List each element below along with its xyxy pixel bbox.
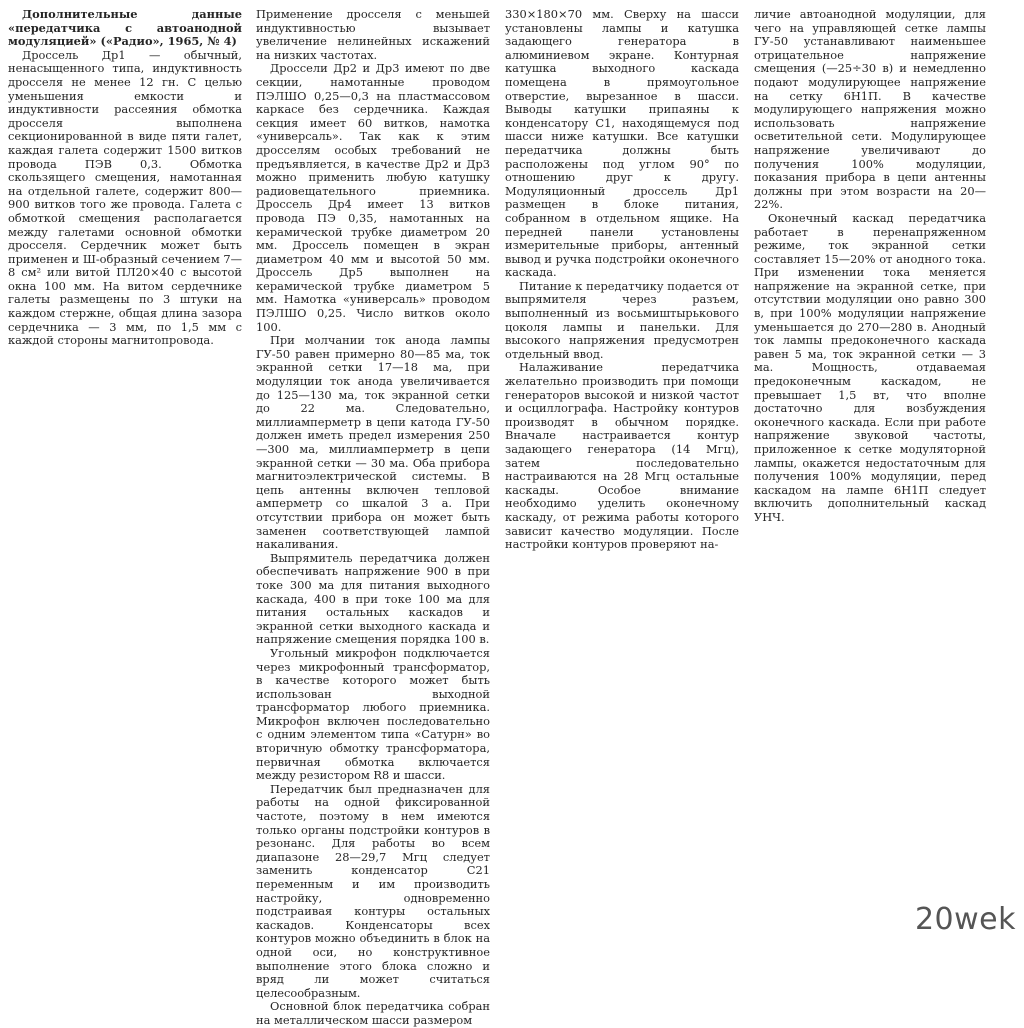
paragraph: Основной блок передатчика собран на металлическом шасси размером [256, 999, 490, 1027]
paragraph: Оконечный каскад передатчика работает в перенапряженном режиме, ток экранной сетки составляет 15—20% от анодного тока. При изменении тока меняется напряжение на экранной сетке, при отсутствии модуляции оно равно 300 в, при 100% модуляции напряжение уменьшается до 270—280 в. Анодный ток лампы предоконечного каскада равен 5 ма, ток экранной сетки — 3 ма. Мощность, отдаваемая предоконечным каскадом, не превышает 1,5 вт, что вполне достаточно для возбуждения оконечного каскада. Если при работе напряжение звуковой частоты, приложенное к сетке модуляторной лампы, окажется недостаточным для получения 100% модуляции, перед каскадом на лампе 6Н1П следует включить дополнительный каскад УНЧ. [754, 210, 986, 524]
paragraph: Дроссель Др1 — обычный, ненасыщенного типа, индуктивность дросселя не менее 12 гн. С целью уменьшения емкости и индуктивности рассеяния обмотка дросселя выполнена секционированной в виде пяти галет, каждая галета содержит 1500 витков провода ПЭВ 0,3. Обмотка скользящего смещения, намотанная на отдельной галете, содержит 800—900 витков того же провода. Галета с обмоткой смещения располагается между галетами основной обмотки дросселя. Сердечник может быть применен и Ш-образный сечением 7—8 см² или витой ПЛ20×40 с высотой окна 100 мм. На витом сердечнике галеты размещены по 3 штуки на каждом стержне, общая длина зазора сердечника — 3 мм, по 1,5 мм с каждой стороны магнитопровода. [8, 47, 242, 348]
paragraph: Применение дросселя с меньшей индуктивностью вызывает увеличение нелинейных искажений на низких частотах. [256, 7, 490, 62]
paragraph: Выпрямитель передатчика должен обеспечивать напряжение 900 в при токе 300 ма для питания выходного каскада, 400 в при токе 100 ма для питания остальных каскадов и экранной сетки выходного каскада и напряжение смещения порядка 100 в. [256, 550, 490, 647]
paragraph: личие автоанодной модуляции, для чего на управляющей сетке лампы ГУ-50 устанавливают наименьшее отрицательное напряжение смещения (—25÷30 в) и немедленно подают модулирующее напряжение на сетку 6Н1П. В качестве модулирующего напряжения можно использовать напряжение осветительной сети. Модулирующее напряжение увеличивают до получения 100% модуляции, показания прибора в цепи антенны должны при этом возрасти на 20—22%. [754, 7, 986, 212]
paragraph: Угольный микрофон подключается через микрофонный трансформатор, в качестве которого может быть использован выходной трансформатор любого приемника. Микрофон включен последовательно с одним элементом типа «Сатурн» во вторичную обмотку трансформатора, первичная обмотка включается между резистором R8 и шасси. [256, 645, 490, 783]
paragraph: Питание к передатчику подается от выпрямителя через разъем, выполненный из восьмиштырькового цоколя лампы и панельки. Для высокого напряжения предусмотрен отдельный ввод. [505, 278, 739, 361]
column-4 [754, 8, 986, 525]
article-heading: Дополнительные данные «передатчика с автоанодной модуляцией» («Радио», 1965, № 4) [8, 7, 242, 49]
column-1 [8, 8, 242, 348]
paragraph: Дроссели Др2 и Др3 имеют по две секции, намотанные проводом ПЭЛШО 0,25—0,3 на пластмассовом каркасе без сердечника. Каждая секция имеет 60 витков, намотка «универсаль». Так как к этим дросселям особых требований не предъявляется, в качестве Др2 и Др3 можно применить любую катушку радиовещательного приемника. Дроссель Др4 имеет 13 витков провода ПЭ 0,35, намотанных на керамической трубке диаметром 20 мм. Дроссель помещен в экран диаметром 40 мм и высотой 50 мм. Дроссель Др5 выполнен на керамической трубке диаметром 5 мм. Намотка «универсаль» проводом ПЭЛШО 0,25. Число витков около 100. [256, 61, 490, 334]
paragraph: Передатчик был предназначен для работы на одной фиксированной частоте, поэтому в нем имеются только органы подстройки контуров в резонанс. Для работы во всем диапазоне 28—29,7 Мгц следует заменить конденсатор С21 переменным и им производить настройку, одновременно подстраивая контуры остальных каскадов. Конденсаторы всех контуров можно объединить в блок на одной оси, но конструктивное выполнение этого блока сложно и вряд ли может считаться целесообразным. [256, 781, 490, 1000]
paragraph: При молчании ток анода лампы ГУ-50 равен примерно 80—85 ма, ток экранной сетки 17—18 ма, при модуляции ток анода увеличивается до 125—130 ма, ток экранной сетки до 22 ма. Следовательно, миллиамперметр в цепи катода ГУ-50 должен иметь предел измерения 250—300 ма, миллиамперметр в цепи экранной сетки — 30 ма. Оба прибора магнитоэлектрической системы. В цепь антенны включен тепловой амперметр со шкалой 3 а. При отсутствии прибора он может быть заменен соответствующей лампой накаливания. [256, 333, 490, 552]
column-3 [505, 8, 739, 552]
watermark: 20wek [914, 902, 1016, 937]
column-2 [256, 8, 490, 1028]
paragraph: Налаживание передатчика желательно производить при помощи генераторов высокой и низкой частот и осциллографа. Настройку контуров производят в обычном порядке. Вначале настраивается контур задающего генератора (14 Мгц), затем последовательно настраиваются на 28 Мгц остальные каскады. Особое внимание необходимо уделить оконечному каскаду, от режима работы которого зависит качество модуляции. После настройки контуров проверяют на- [505, 360, 739, 552]
paragraph: 330×180×70 мм. Сверху на шасси установлены лампы и катушка задающего генератора в алюминиевом экране. Контурная катушка выходного каскада помещена в прямоугольное отверстие, вырезанное в шасси. Выводы катушки припаяны к конденсатору С1, находящемуся под шасси ниже катушки. Все катушки передатчика должны быть расположены под углом 90° по отношению друг к другу. Модуляционный дроссель Др1 размещен в блоке питания, собранном в отдельном ящике. На передней панели установлены измерительные приборы, антенный вывод и ручка подстройки оконечного каскада. [505, 7, 739, 280]
